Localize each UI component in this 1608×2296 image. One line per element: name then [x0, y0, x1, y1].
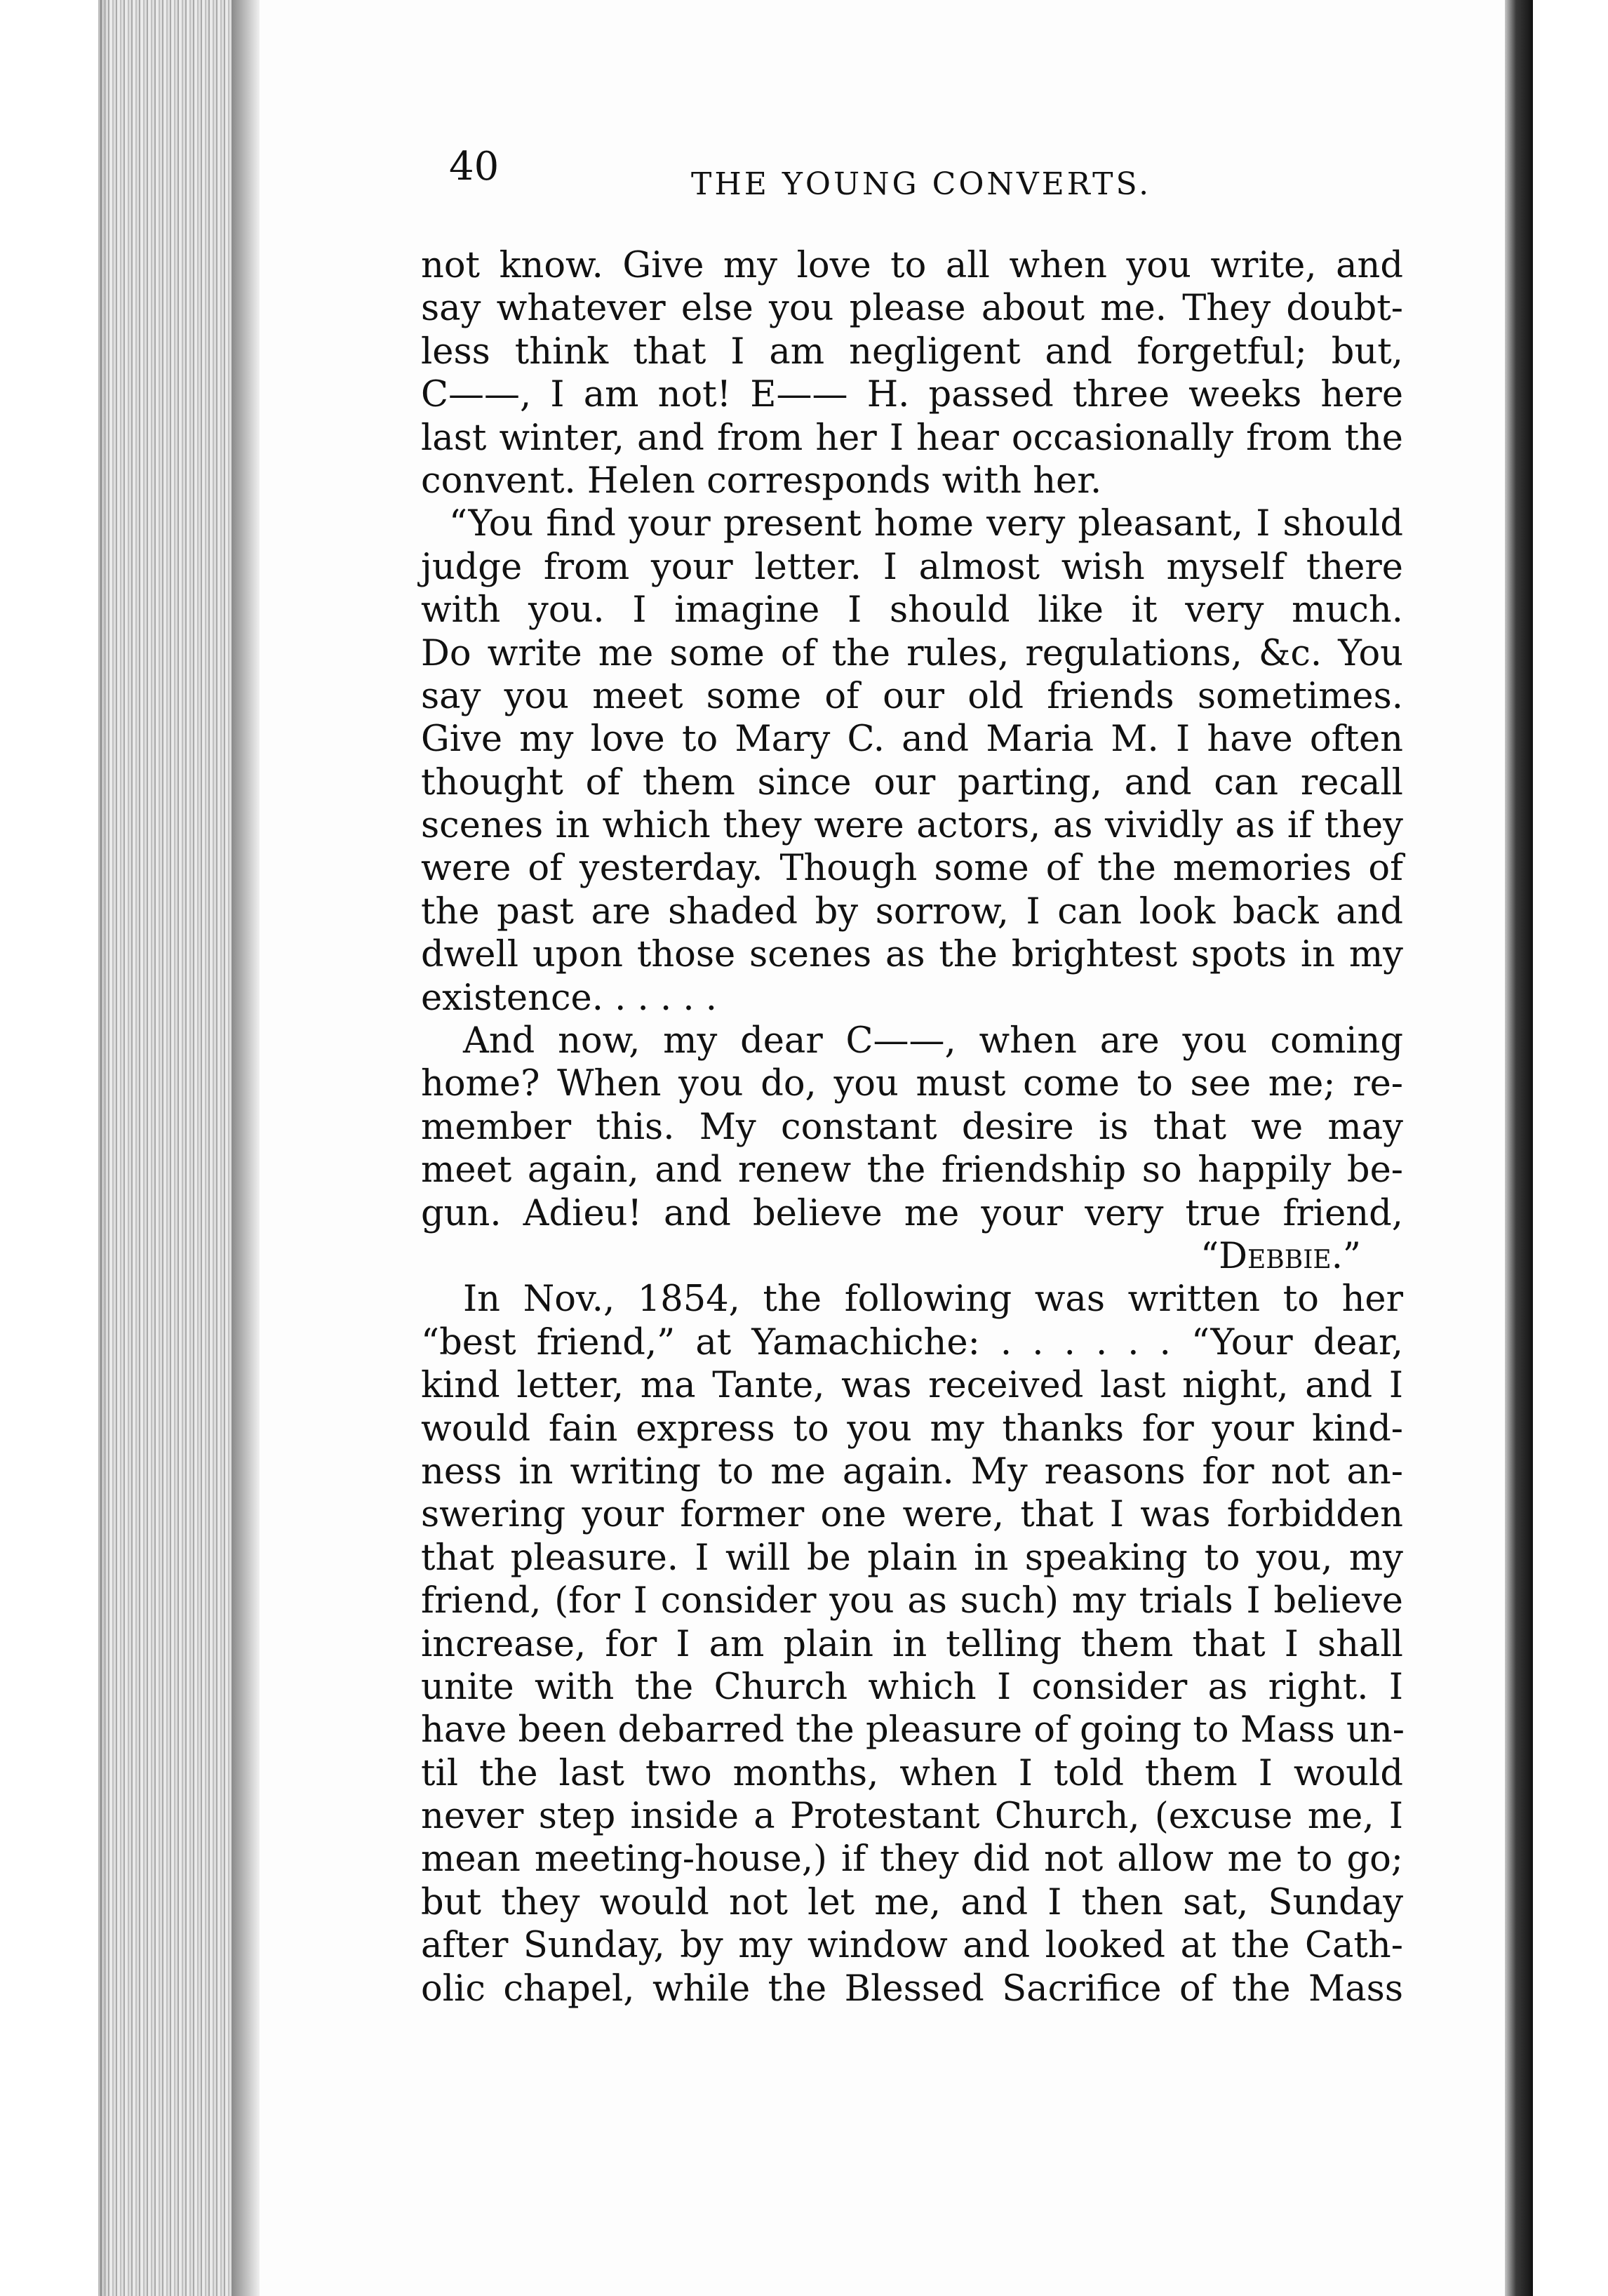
text-line: say you meet some of our old friends sometimes. — [421, 675, 1403, 717]
text-line: friend, (for I consider you as such) my trials I believe — [421, 1580, 1403, 1622]
text-line: “best friend,” at Yamachiche: . . . . . . “Your dear, — [421, 1321, 1403, 1363]
text-line: gun. Adieu! and believe me your very true friend, — [421, 1192, 1403, 1234]
text-line: less think that I am negligent and forgetful; but, — [421, 331, 1403, 373]
signature-line: “Debbie.” — [1200, 1235, 1361, 1277]
text-line: were of yesterday. Though some of the memories of — [421, 848, 1403, 890]
text-line: Give my love to Mary C. and Maria M. I have often — [421, 719, 1403, 761]
text-line: but they would not let me, and I then sat, Sunday — [421, 1881, 1403, 1923]
text-line: C——, I am not! E—— H. passed three weeks here — [421, 374, 1403, 416]
text-line: last winter, and from her I hear occasionally from the — [421, 417, 1403, 459]
text-line: mean meeting-house,) if they did not allow me to go; — [421, 1838, 1403, 1881]
text-line: unite with the Church which I consider as right. I — [421, 1666, 1403, 1708]
text-line: member this. My constant desire is that we may — [421, 1106, 1403, 1148]
text-line: convent. Helen corresponds with her. — [421, 460, 1102, 502]
text-line: the past are shaded by sorrow, I can look back and — [421, 890, 1403, 933]
text-line: ness in writing to me again. My reasons for not an- — [421, 1450, 1403, 1493]
text-line: scenes in which they were actors, as vividly as if they — [421, 805, 1403, 847]
page-edges-left — [98, 0, 246, 2296]
text-line: not know. Give my love to all when you write, and — [421, 245, 1403, 286]
text-line: that pleasure. I will be plain in speaking to you, my — [421, 1537, 1403, 1579]
body-text — [421, 244, 1403, 2010]
text-line: existence. . . . . . — [421, 977, 718, 1019]
next-page-strip — [1533, 0, 1608, 2296]
text-line: til the last two months, when I told them I would — [421, 1752, 1403, 1794]
text-line: say whatever else you please about me. They doubt- — [421, 288, 1403, 330]
gutter-shadow — [232, 0, 260, 2296]
text-line: dwell upon those scenes as the brightest spots in my — [421, 934, 1403, 976]
text-line: judge from your letter. I almost wish myself there — [421, 546, 1403, 588]
text-line: kind letter, ma Tante, was received last night, and I — [421, 1365, 1403, 1407]
page-number: 40 — [449, 144, 500, 189]
text-line: with you. I imagine I should like it very much. — [421, 589, 1403, 632]
text-line: never step inside a Protestant Church, (excuse me, I — [421, 1796, 1403, 1838]
book-title: THE YOUNG CONVERTS. — [691, 166, 1152, 202]
text-line: increase, for I am plain in telling them that I shall — [421, 1623, 1403, 1665]
text-line: have been debarred the pleasure of going to Mass un- — [421, 1709, 1405, 1751]
text-line: meet again, and renew the friendship so happily be- — [421, 1149, 1403, 1192]
text-line: And now, my dear C——, when are you coming — [463, 1020, 1403, 1062]
text-line: home? When you do, you must come to see me; re- — [421, 1063, 1403, 1105]
text-line: “You find your present home very pleasant, I should — [449, 503, 1403, 545]
text-line: olic chapel, while the Blessed Sacrifice of the Mass — [421, 1968, 1403, 2010]
page-edge-right — [1505, 0, 1533, 2296]
text-line: In Nov., 1854, the following was written to her — [463, 1279, 1403, 1321]
text-line: swering your former one were, that I was forbidden — [421, 1494, 1403, 1536]
text-line: Do write me some of the rules, regulations, &c. You — [421, 632, 1403, 674]
text-line: thought of them since our parting, and can recall — [421, 761, 1403, 803]
text-line: would fain express to you my thanks for your kind- — [421, 1408, 1403, 1450]
text-line: after Sunday, by my window and looked at the Cath- — [421, 1925, 1403, 1967]
running-head — [449, 144, 1572, 214]
